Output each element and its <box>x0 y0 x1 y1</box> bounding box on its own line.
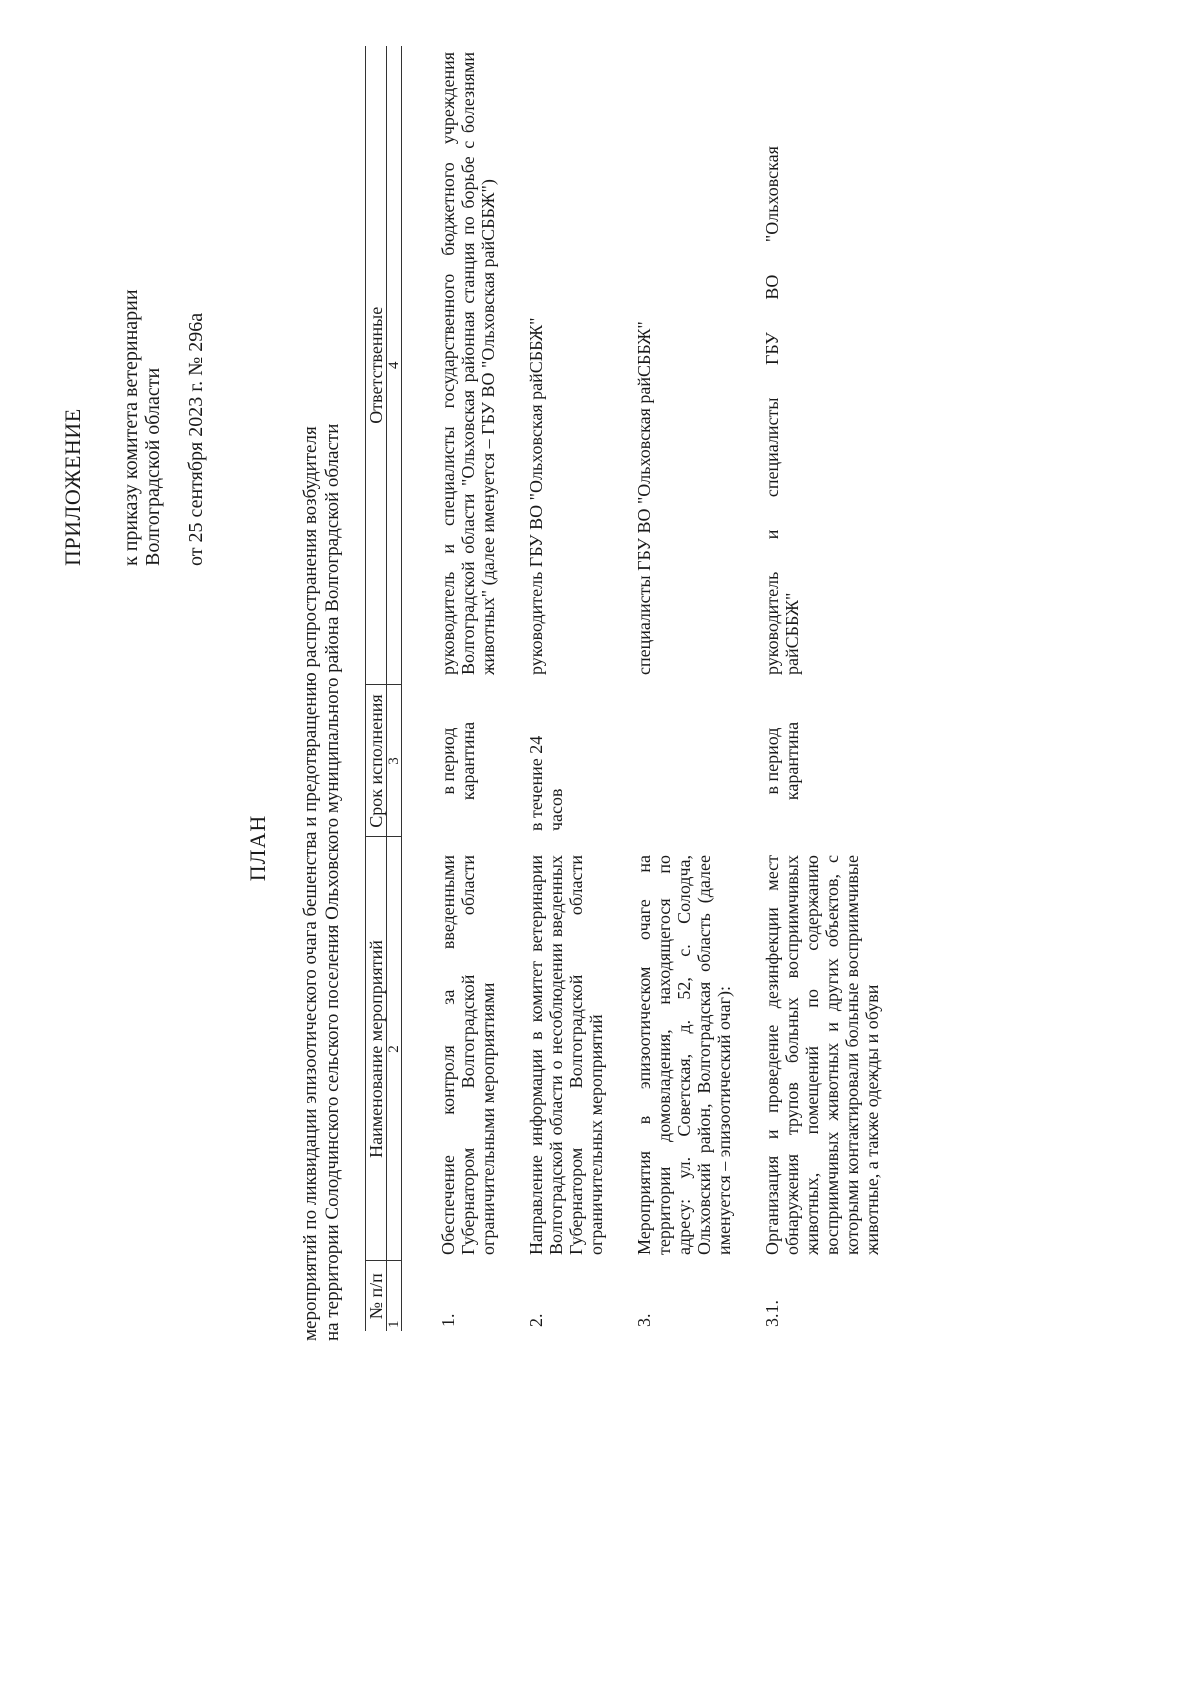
row-responsible: руководитель и специалисты государственного бюджетного учреждения Волгоградской области "Ольховская районная станция по борьбе с болезнями животных" (далее именуется – ГБУ ВО "Ольховская райСББЖ") <box>438 52 498 675</box>
row-responsible: руководитель и специалисты ГБУ ВО "Ольховская райСББЖ" <box>762 146 802 675</box>
column-number-4: 4 <box>387 46 402 685</box>
table-row <box>402 46 499 1331</box>
row-number: 3. <box>634 1313 654 1327</box>
row-term: в течение 24 часов <box>526 735 566 831</box>
plan-subtitle-line-1: мероприятий по ликвидации эпизоотического очага бешенства и предотвращению распространения возбудителя <box>300 426 321 1341</box>
column-number-1: 1 <box>387 1261 402 1331</box>
order-reference-line-1: к приказу комитета ветеринарии <box>120 289 142 566</box>
table-row <box>734 46 882 1331</box>
table-column-numbers-row <box>387 46 402 1331</box>
plan-title: ПЛАН <box>245 814 270 882</box>
row-measure: Мероприятия в эпизоотическом очаге на территории домовладения, находящегося по адресу: ул. Советская, д. 52, с. Солодча, Ольховский район, Волгоградская область (далее именуется – эпизоотический очаг): <box>634 855 734 1255</box>
measures-table <box>365 46 882 1331</box>
table-row <box>498 46 606 1331</box>
order-date: от 25 сентября 2023 г. № 296а <box>185 312 207 566</box>
table-header-row <box>366 46 387 1331</box>
row-measure: Направление информации в комитет ветеринарии Волгоградской области о несоблюдении введенных Губернатором Волгоградской области ограничительных мероприятий <box>526 855 606 1255</box>
row-number: 3.1. <box>762 1300 782 1327</box>
row-measure: Обеспечение контроля за введенными Губернатором Волгоградской области ограничительными мероприятиями <box>438 855 498 1255</box>
header-term: Срок исполнения <box>366 685 387 837</box>
row-number: 2. <box>526 1313 546 1327</box>
column-number-3: 3 <box>387 685 402 837</box>
row-measure: Организация и проведение дезинфекции мест обнаружения трупов больных восприимчивых животных, помещений по содержанию восприимчивых животных и других объектов, с которыми контактировали больные восприимчивые животные, а также одежды и обуви <box>762 855 882 1255</box>
header-responsible: Ответственные <box>366 46 387 685</box>
row-term: в период карантина <box>762 721 802 801</box>
plan-subtitle <box>300 41 344 1341</box>
row-term: в период карантина <box>438 721 478 801</box>
order-reference <box>120 289 164 566</box>
row-term <box>606 685 734 837</box>
row-responsible: специалисты ГБУ ВО "Ольховская райСББЖ" <box>634 321 654 675</box>
appendix-heading: ПРИЛОЖЕНИЕ <box>60 408 85 566</box>
header-num: № п/п <box>366 1261 387 1331</box>
row-responsible: руководитель ГБУ ВО "Ольховская райСББЖ" <box>526 317 546 675</box>
plan-subtitle-line-2: на территории Солодчинского сельского поселения Ольховского муниципального района Волгоградской области <box>322 423 343 1341</box>
table-row <box>606 46 734 1331</box>
column-number-2: 2 <box>387 837 402 1261</box>
order-reference-line-2: Волгоградской области <box>142 367 164 566</box>
header-name: Наименование мероприятий <box>366 837 387 1261</box>
row-number: 1. <box>438 1313 458 1327</box>
